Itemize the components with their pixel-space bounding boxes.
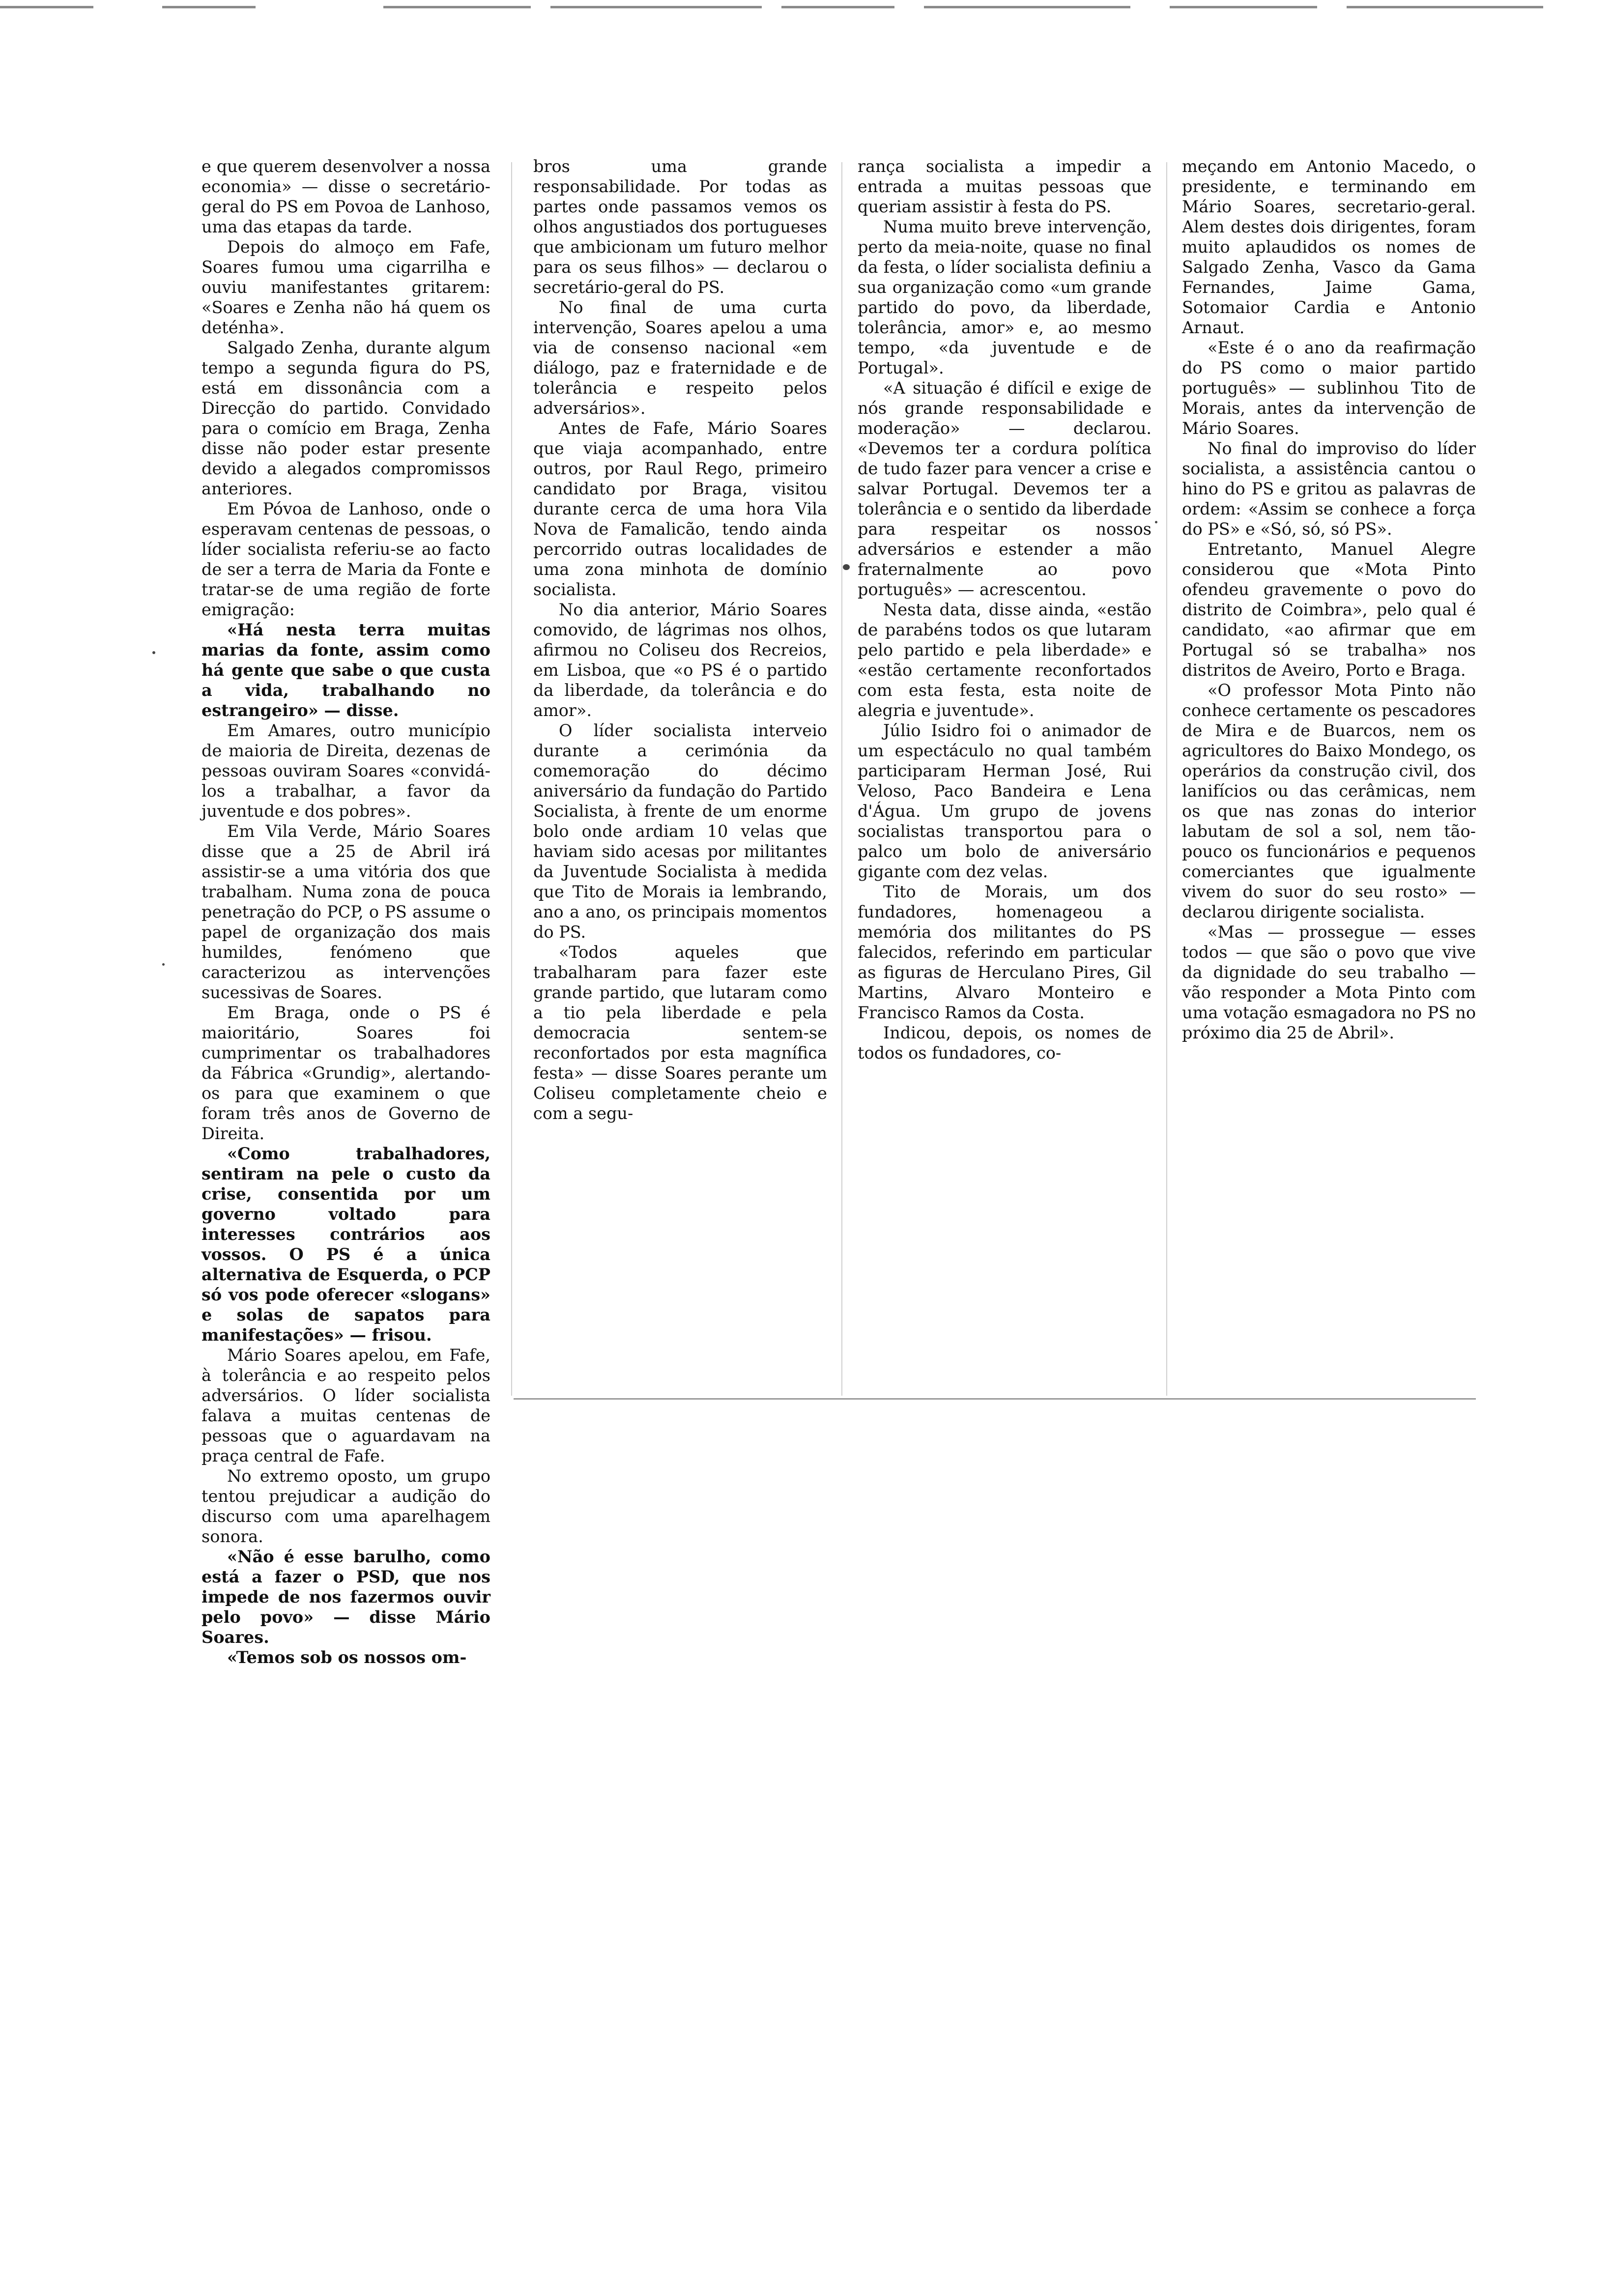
column-divider — [511, 162, 512, 1396]
article-paragraph: «Há nesta terra muitas marias da fonte, assim como há gente que sabe o que custa a vida, trabalhando no estrangeiro» — disse. — [202, 620, 490, 720]
article-paragraph: meçando em Antonio Macedo, o presidente, e terminando em Mário Soares, secretario-geral. Alem destes dois dirigentes, foram muito aplaudidos os nomes de Salgado Zenha, Vasco da Gama Fernandes, Jaime Gama, Sotomaior Cardia e Antonio Arnaut. — [1182, 157, 1476, 337]
scan-speck — [162, 963, 165, 966]
article-paragraph: Numa muito breve intervenção, perto da meia-noite, quase no final da festa, o líder socialista definiu a sua organização como «um grande partido do povo, da liberdade, tolerância, amor» e, ao mesmo tempo, «da juventude e de Portugal». — [858, 217, 1151, 377]
article-paragraph: Em Vila Verde, Mário Soares disse que a 25 de Abril irá assistir-se a uma vitória dos que trabalham. Numa zona de pouca penetração do PCP, o PS assume o papel de organização dos mais humildes, fenómeno que caracterizou as intervenções sucessivas de Soares. — [202, 822, 490, 1002]
article-column-2 — [533, 156, 827, 1123]
article-paragraph: «Mas — prossegue — esses todos — que são o povo que vive da dignidade do seu trabalho — vão responder a Mota Pinto com uma votação esmagadora no PS no próximo dia 25 de Abril». — [1182, 922, 1476, 1042]
article-paragraph: rança socialista a impedir a entrada a muitas pessoas que queriam assistir à festa do PS. — [858, 157, 1151, 216]
article-paragraph: Indicou, depois, os nomes de todos os fundadores, co- — [858, 1023, 1151, 1062]
article-paragraph: No final de uma curta intervenção, Soares apelou a uma via de consenso nacional «em diálogo, paz e fraternidade e de tolerância e respeito pelos adversários». — [533, 298, 827, 418]
top-rule — [924, 6, 1130, 8]
article-paragraph: Tito de Morais, um dos fundadores, homenageou a memória dos militantes do PS falecidos, referindo em particular as figuras de Herculano Pires, Gil Martins, Alvaro Monteiro e Francisco Ramos da Costa. — [858, 882, 1151, 1022]
scan-speck — [152, 651, 155, 654]
article-paragraph: «Este é o ano da reafirmação do PS como o maior partido português» — sublinhou Tito de Morais, antes da intervenção de Mário Soares. — [1182, 338, 1476, 438]
article-column-1 — [202, 156, 490, 1667]
top-rule — [781, 6, 894, 8]
scan-speck — [1155, 521, 1157, 523]
top-rule — [1170, 6, 1317, 8]
article-paragraph: e que querem desenvolver a nossa economia» — disse o secretário-geral do PS em Povoa de Lanhoso, uma das etapas da tarde. — [202, 157, 490, 236]
article-paragraph: Júlio Isidro foi o animador de um espectáculo no qual também participaram Herman José, Rui Veloso, Paco Bandeira e Lena d'Água. Um grupo de jovens socialistas transportou para o palco um bolo de aniversário gigante com dez velas. — [858, 721, 1151, 881]
article-paragraph: bros uma grande responsabilidade. Por todas as partes onde passamos vemos os olhos angustiados dos portugueses que ambicionam um futuro melhor para os seus filhos» — declarou o secretário-geral do PS. — [533, 157, 827, 297]
article-paragraph: No dia anterior, Mário Soares comovido, de lágrimas nos olhos, afirmou no Coliseu dos Recreios, em Lisboa, que «o PS é o partido da liberdade, da tolerância e do amor». — [533, 600, 827, 720]
article-paragraph: Salgado Zenha, durante algum tempo a segunda figura do PS, está em dissonância com a Direcção do partido. Convidado para o comício em Braga, Zenha disse não poder estar presente devido a alegados compromissos anteriores. — [202, 338, 490, 498]
article-paragraph: «Temos sob os nossos om- — [227, 1648, 467, 1667]
scan-speck — [843, 564, 850, 570]
article-paragraph: Em Amares, outro município de maioria de Direita, dezenas de pessoas ouviram Soares «convidá-los a trabalhar, a favor da juventude e dos pobres». — [202, 721, 490, 821]
article-paragraph: No final do improviso do líder socialista, a assistência cantou o hino do PS e gritou as palavras de ordem: «Assim se conhece a força do PS» e «Só, só, só PS». — [1182, 439, 1476, 539]
article-paragraph: Em Póvoa de Lanhoso, onde o esperavam centenas de pessoas, o líder socialista referiu-se ao facto de ser a terra de Maria da Fonte e tratar-se de uma região de forte emigração: — [202, 499, 490, 619]
top-rule — [1347, 6, 1543, 8]
article-paragraph: Nesta data, disse ainda, «estão de parabéns todos os que lutaram pelo partido e pela liberdade» e «estão certamente reconfortados com esta festa, esta noite de alegria e juventude». — [858, 600, 1151, 720]
article-column-4 — [1182, 156, 1476, 1043]
article-paragraph: Entretanto, Manuel Alegre considerou que «Mota Pinto ofendeu gravemente o povo do distrito de Coimbra», pelo qual é candidato, «ao afirmar que em Portugal só se trabalha» nos distritos de Aveiro, Porto e Braga. — [1182, 540, 1476, 680]
top-rule — [550, 6, 762, 8]
article-paragraph: Depois do almoço em Fafe, Soares fumou uma cigarrilha e ouviu manifestantes gritarem: «Soares e Zenha não há quem os deténha». — [202, 237, 490, 337]
article-paragraph: Em Braga, onde o PS é maioritário, Soares foi cumprimentar os trabalhadores da Fábrica «Grundig», alertando-os para que examinem o que foram três anos de Governo de Direita. — [202, 1003, 490, 1143]
top-rule — [0, 6, 93, 8]
article-column-3 — [858, 156, 1151, 1063]
article-paragraph: O líder socialista interveio durante a cerimónia da comemoração do décimo aniversário da fundação do Partido Socialista, à frente de um enorme bolo onde ardiam 10 velas que haviam sido acesas por militantes da Juventude Socialista à medida que Tito de Morais ia lembrando, ano a ano, os principais momentos do PS. — [533, 721, 827, 942]
article-paragraph: «Todos aqueles que trabalharam para fazer este grande partido, que lutaram como a tio pela liberdade e pela democracia sentem-se reconfortados por esta magnífica festa» — disse Soares perante um Coliseu completamente cheio e com a segu- — [533, 943, 827, 1123]
article-paragraph: «Não é esse barulho, como está a fazer o PSD, que nos impede de nos fazermos ouvir pelo povo» — disse Mário Soares. — [202, 1547, 490, 1647]
article-paragraph: No extremo oposto, um grupo tentou prejudicar a audição do discurso com uma aparelhagem sonora. — [202, 1466, 490, 1546]
top-rule — [162, 6, 256, 8]
column-divider — [841, 162, 842, 1396]
article-paragraph: «A situação é difícil e exige de nós grande responsabilidade e moderação» — declarou. «Devemos ter a cordura política de tudo fazer para vencer a crise e salvar Portugal. Devemos ter a tolerância e o sentido da liberdade para respeitar os nossos adversários e estender a mão fraternalmente ao povo português» — acrescentou. — [858, 378, 1151, 599]
article-paragraph: Antes de Fafe, Mário Soares que viaja acompanhado, entre outros, por Raul Rego, primeiro candidato por Braga, visitou durante cerca de uma hora Vila Nova de Famalicão, tendo ainda percorrido outras localidades de uma zona minhota de domínio socialista. — [533, 419, 827, 599]
top-rule — [383, 6, 531, 8]
article-paragraph: Mário Soares apelou, em Fafe, à tolerância e ao respeito pelos adversários. O líder socialista falava a muitas centenas de pessoas que o aguardavam na praça central de Fafe. — [202, 1346, 490, 1465]
column-divider — [1166, 162, 1167, 1396]
article-paragraph: «O professor Mota Pinto não conhece certamente os pescadores de Mira e de Buarcos, nem os agricultores do Baixo Mondego, os operários da construção civil, dos lanifícios ou das cerâmicas, nem os que nas zonas do interior labutam de sol a sol, nem tão-pouco os funcionários e pequenos comerciantes que igualmente vivem do suor do seu rosto» — declarou dirigente socialista. — [1182, 681, 1476, 921]
column-end-rule — [514, 1398, 1476, 1400]
article-paragraph: «Como trabalhadores, sentiram na pele o custo da crise, consentida por um governo voltado para interesses contrários aos vossos. O PS é a única alternativa de Esquerda, o PCP só vos pode oferecer «slogans» e solas de sapatos para manifestações» — frisou. — [202, 1144, 490, 1345]
